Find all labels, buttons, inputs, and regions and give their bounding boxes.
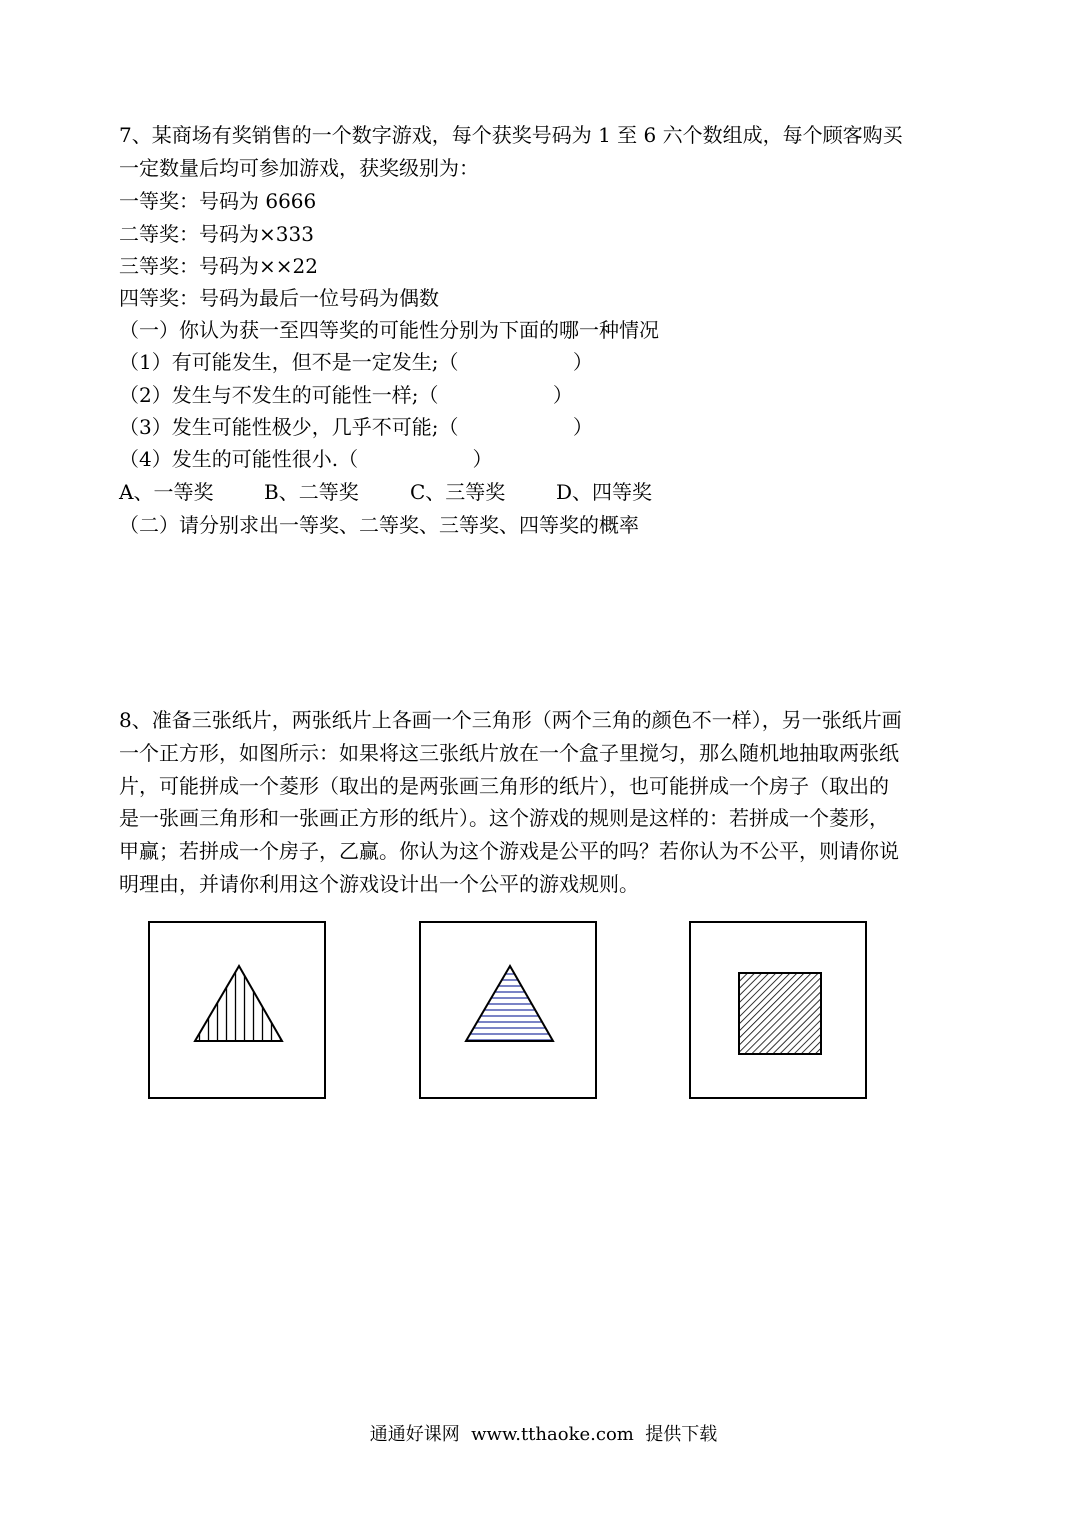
q7-choice-3: （3）发生可能性极少，几乎不可能;（ ） [119,415,593,439]
q7-prize-4: 四等奖：号码为最后一位号码为偶数 [119,286,439,310]
q7-option-c: C、三等奖 [410,480,506,504]
q7-prize-1: 一等奖：号码为 6666 [119,189,317,213]
q7-prize-3: 三等奖：号码为××22 [119,254,318,278]
q7-prize-2: 二等奖：号码为×333 [119,222,314,246]
q8-line-1: 8、准备三张纸片，两张纸片上各画一个三角形（两个三角的颜色不一样），另一张纸片画 [119,708,902,732]
q8-line-3: 片，可能拼成一个菱形（取出的是两张画三角形的纸片），也可能拼成一个房子（取出的 [119,774,889,798]
card-triangle-horizontal [419,921,597,1099]
square-diagonal-hatch-figure [691,923,865,1097]
q7-part-2: （二）请分别求出一等奖、二等奖、三等奖、四等奖的概率 [119,513,639,537]
card-square-diagonal [689,921,867,1099]
q8-line-4: 是一张画三角形和一张画正方形的纸片）。这个游戏的规则是这样的：若拼成一个菱形， [119,806,889,830]
q7-option-d: D、四等奖 [556,480,653,504]
q8-line-6: 明理由，并请你利用这个游戏设计出一个公平的游戏规则。 [119,872,639,896]
q7-option-a: A、一等奖 [119,480,214,504]
triangle-horizontal-hatch-figure [421,923,595,1097]
q8-line-5: 甲赢；若拼成一个房子，乙赢。你认为这个游戏是公平的吗？若你认为不公平，则请你说 [119,839,899,863]
card-triangle-vertical [148,921,326,1099]
q7-line-1: 7、某商场有奖销售的一个数字游戏，每个获奖号码为 1 至 6 六个数组成，每个顾客购买 [119,123,903,147]
triangle-vertical-hatch-figure [150,923,324,1097]
q7-line-2: 一定数量后均可参加游戏，获奖级别为： [119,156,479,180]
q8-line-2: 一个正方形，如图所示：如果将这三张纸片放在一个盒子里搅匀，那么随机地抽取两张纸 [119,741,899,765]
q7-choice-4: （4）发生的可能性很小.（ ） [119,447,493,471]
q7-option-b: B、二等奖 [264,480,359,504]
footer-credit: 通通好课网 www.tthaoke.com 提供下载 [369,1424,718,1445]
q7-part-1: （一）你认为获一至四等奖的可能性分别为下面的哪一种情况 [119,318,659,342]
q7-choice-1: （1）有可能发生，但不是一定发生;（ ） [119,350,593,374]
q7-choice-2: （2）发生与不发生的可能性一样;（ ） [119,383,573,407]
